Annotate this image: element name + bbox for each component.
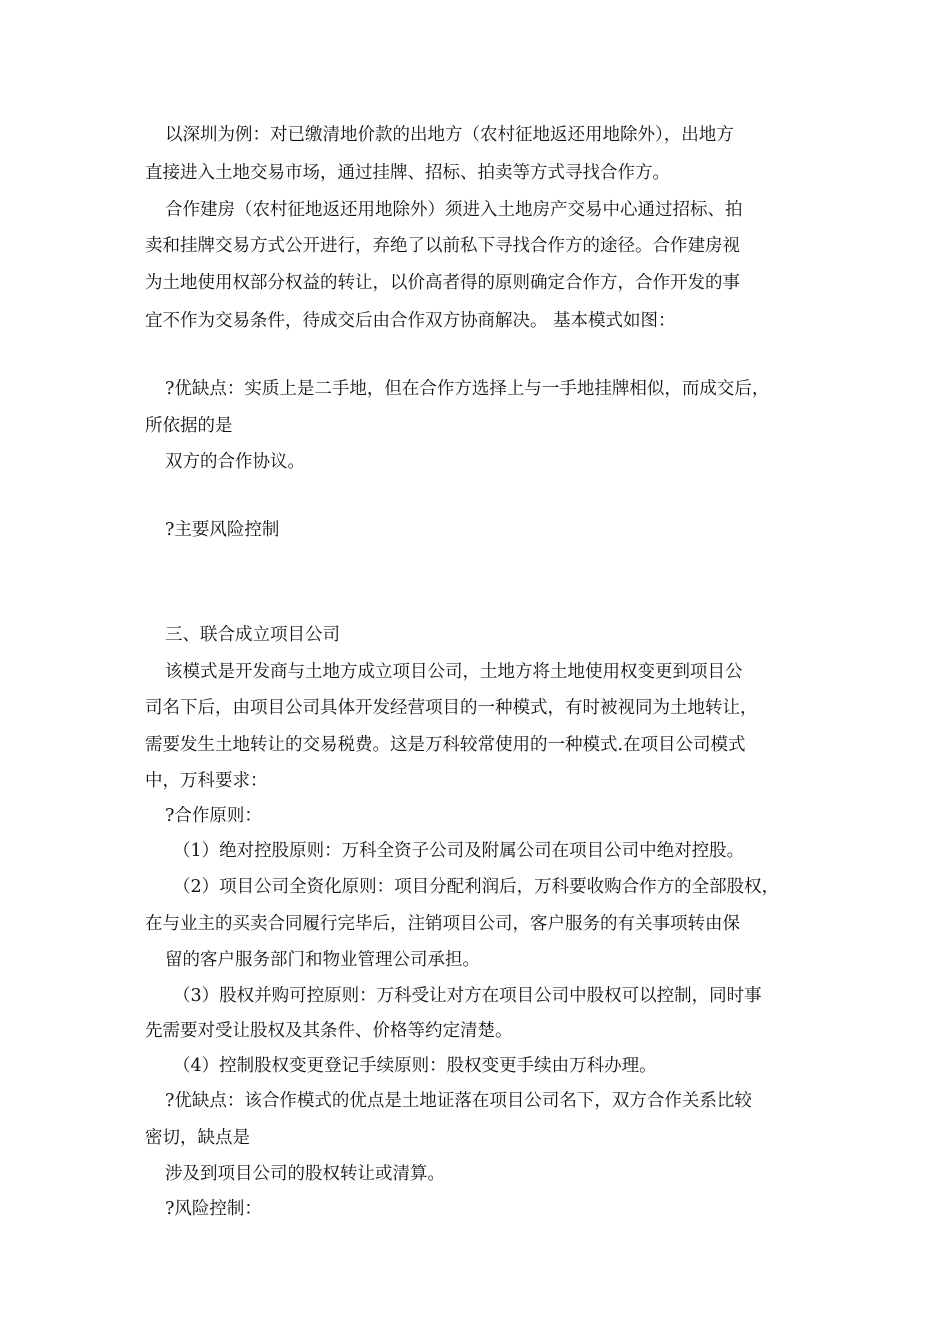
paragraph-line: 需要发生土地转让的交易税费。这是万科较常使用的一种模式.在项目公司模式 [145,735,746,755]
paragraph-line: 涉及到项目公司的股权转让或清算。 [165,1164,445,1184]
bullet-line: ?风险控制： [165,1199,262,1219]
paragraph-line: 先需要对受让股权及其条件、价格等约定清楚。 [145,1021,513,1041]
paragraph-line: 合作建房（农村征地返还用地除外）须进入土地房产交易中心通过招标、拍 [165,200,743,220]
list-item: （4）控制股权变更登记手续原则：股权变更手续由万科办理。 [173,1056,657,1076]
bullet-line: ?合作原则： [165,806,262,826]
paragraph-line: 在与业主的买卖合同履行完毕后，注销项目公司，客户服务的有关事项转由保 [145,914,740,934]
bullet-line: ?主要风险控制 [165,520,280,540]
paragraph-line: 直接进入土地交易市场，通过挂牌、招标、拍卖等方式寻找合作方。 [145,163,670,183]
paragraph-line: 该模式是开发商与土地方成立项目公司，土地方将土地使用权变更到项目公 [165,662,743,682]
list-item: （3）股权并购可控原则：万科受让对方在项目公司中股权可以控制，同时事 [173,986,762,1006]
paragraph-line: 所依据的是 [145,416,233,436]
paragraph-line: 为土地使用权部分权益的转让，以价高者得的原则确定合作方，合作开发的事 [145,273,740,293]
paragraph-line: 卖和挂牌交易方式公开进行，弃绝了以前私下寻找合作方的途径。合作建房视 [145,236,740,256]
paragraph-line: 双方的合作协议。 [165,452,305,472]
paragraph-line: 中，万科要求： [145,771,268,791]
paragraph-line: 司名下后，由项目公司具体开发经营项目的一种模式，有时被视同为土地转让， [145,698,758,718]
paragraph-line: 密切，缺点是 [145,1128,250,1148]
section-heading: 三、联合成立项目公司 [165,625,340,645]
list-item: （1）绝对控股原则：万科全资子公司及附属公司在项目公司中绝对控股。 [173,841,745,861]
bullet-line: ?优缺点：实质上是二手地，但在合作方选择上与一手地挂牌相似，而成交后， [165,379,770,399]
bullet-line: ?优缺点：该合作模式的优点是土地证落在项目公司名下，双方合作关系比较 [165,1091,752,1111]
list-item: （2）项目公司全资化原则：项目分配利润后，万科要收购合作方的全部股权， [173,877,780,897]
paragraph-line: 以深圳为例：对已缴清地价款的出地方（农村征地返还用地除外），出地方 [165,125,734,145]
paragraph-line: 留的客户服务部门和物业管理公司承担。 [165,950,480,970]
paragraph-line: 宜不作为交易条件，待成交后由合作双方协商解决。 基本模式如图： [145,311,676,331]
